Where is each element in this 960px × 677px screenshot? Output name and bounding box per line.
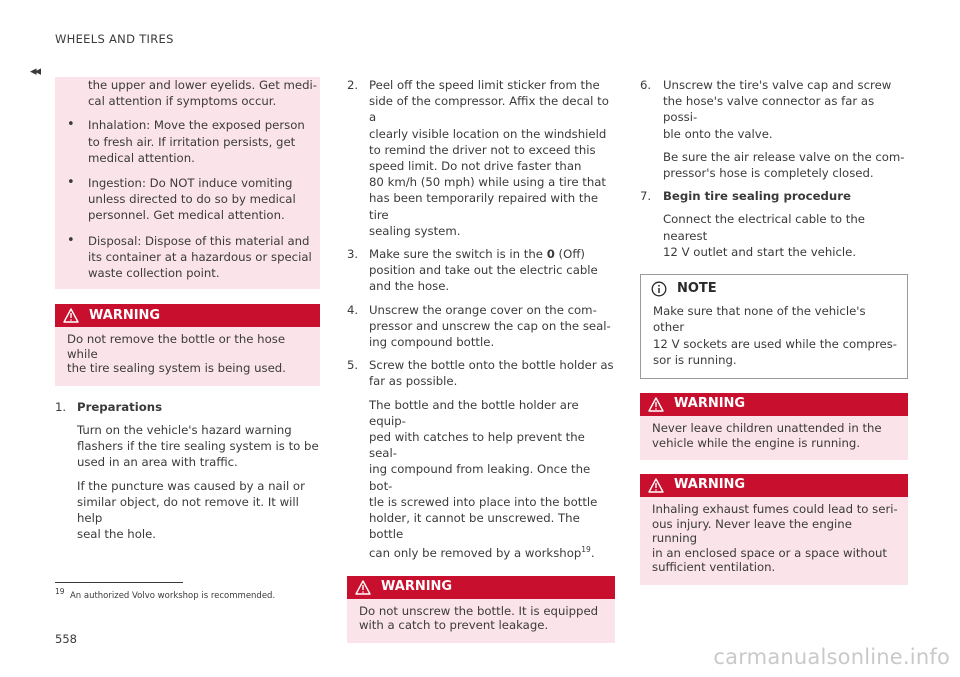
step-6 xyxy=(640,77,908,181)
warning-body xyxy=(347,599,615,643)
warning-header xyxy=(55,304,320,327)
column-2 xyxy=(347,77,615,643)
switch-position-label: 0 xyxy=(546,247,555,262)
double-chevron-left-icon[interactable]: ◂◂ xyxy=(30,64,40,79)
text-line: medical attention. xyxy=(88,150,195,165)
text-line xyxy=(369,246,615,262)
text-line: to fresh air. If irritation persists, get xyxy=(88,134,296,149)
text-line: position and take out the electric cable xyxy=(369,263,598,278)
step-number: 3. xyxy=(347,247,359,262)
footnote-divider xyxy=(55,582,183,583)
footnote-number: 19 xyxy=(55,587,65,596)
text-line: Unscrew the orange cover on the com- xyxy=(369,302,597,317)
text-line: speed limit. Do not drive faster than xyxy=(369,159,582,174)
text-line: waste collection point. xyxy=(88,266,220,281)
text-line: ped with catches to help prevent the seal- xyxy=(369,430,585,461)
step-1 xyxy=(55,399,320,543)
text-line: Unscrew the tire's valve cap and screw xyxy=(663,78,892,92)
warning-header xyxy=(640,474,908,497)
text-line: pressor's hose is completely closed. xyxy=(663,166,874,181)
footnote xyxy=(55,587,275,601)
text-line: • Inhalation: Move the exposed person xyxy=(88,118,305,133)
list-item xyxy=(55,175,320,224)
text-line: The bottle and the bottle holder are equip- xyxy=(369,397,579,428)
text-line: Make sure that none of the vehicle's other xyxy=(653,304,866,335)
text-line: Do not unscrew the bottle. It is equipped xyxy=(359,603,599,618)
warning-title: WARNING xyxy=(89,307,161,323)
step-3 xyxy=(347,246,615,295)
text-line: in an enclosed space or a space without xyxy=(652,545,887,560)
text-line: cal attention if symptoms occur. xyxy=(88,94,277,109)
text-line: tle is screwed into place into the bottle xyxy=(369,494,598,509)
step-4 xyxy=(347,302,615,351)
step-number: 5. xyxy=(347,358,359,373)
step-number: 6. xyxy=(640,78,652,92)
note-header xyxy=(641,275,907,301)
text-span: can only be removed by a workshop xyxy=(369,546,582,561)
warning-title: WARNING xyxy=(674,477,746,493)
text-line: personnel. Get medical attention. xyxy=(88,208,285,223)
step-number: 1. xyxy=(55,399,67,414)
warning-triangle-icon xyxy=(63,308,79,323)
warning-triangle-icon xyxy=(648,397,664,412)
warning-box xyxy=(640,393,908,460)
text-span: (Off) xyxy=(554,247,585,262)
text-line: pressor and unscrew the cap on the seal- xyxy=(369,318,611,333)
text-line: and the hose. xyxy=(369,279,450,294)
warning-box xyxy=(55,304,320,386)
text-line: far as possible. xyxy=(369,374,458,389)
watermark: carmanualsonline.info xyxy=(713,645,950,669)
text-line: sor is running. xyxy=(653,352,737,367)
text-line: Do not remove the bottle or the hose while xyxy=(67,332,286,361)
page-number: 558 xyxy=(55,632,77,646)
text-line: has been temporarily repaired with the tire xyxy=(369,191,599,222)
step-5 xyxy=(347,357,615,561)
text-line: its container at a hazardous or special xyxy=(88,249,312,264)
step-number: 4. xyxy=(347,302,359,317)
note-title: NOTE xyxy=(677,281,717,297)
text-line: If the puncture was caused by a nail or xyxy=(77,478,305,493)
footnote-text: An authorized Volvo workshop is recommended. xyxy=(69,590,276,601)
warning-box xyxy=(640,474,908,585)
text-line: ble onto the valve. xyxy=(663,126,773,141)
text-span: Make sure the switch is in the xyxy=(369,247,547,262)
text-line: ous injury. Never leave the engine running xyxy=(652,516,852,546)
warning-triangle-icon xyxy=(355,580,371,595)
hazard-info-box xyxy=(55,77,320,289)
text-line: side of the compressor. Affix the decal to a xyxy=(369,94,609,125)
warning-box xyxy=(347,576,615,643)
column-3 xyxy=(640,77,908,585)
text-line: seal the hole. xyxy=(77,527,157,542)
warning-triangle-icon xyxy=(648,478,664,493)
text-line: flashers if the tire sealing system is to be xyxy=(77,439,319,454)
text-line: Inhaling exhaust fumes could lead to seri- xyxy=(652,502,898,517)
step-2 xyxy=(347,77,615,239)
text-line: holder, it cannot be unscrewed. The bottle xyxy=(369,511,580,542)
text-line: sealing system. xyxy=(369,223,461,238)
text-line: • Disposal: Dispose of this material and xyxy=(88,233,310,248)
text-line: Screw the bottle onto the bottle holder as xyxy=(369,358,614,373)
warning-title: WARNING xyxy=(381,578,453,594)
text-line: to remind the driver not to exceed this xyxy=(369,142,596,157)
text-line: sufficient ventilation. xyxy=(652,560,776,575)
step-title: Begin tire sealing procedure xyxy=(663,189,851,204)
step-number: 7. xyxy=(640,189,652,204)
text-line: • Ingestion: Do NOT induce vomiting xyxy=(88,176,293,191)
text-span: . xyxy=(590,546,595,561)
text-line: Connect the electrical cable to the nearest xyxy=(663,212,865,243)
text-line: unless directed to do so by medical xyxy=(88,192,296,207)
text-line: the tire sealing system is being used. xyxy=(67,361,286,376)
text-line: Be sure the air release valve on the com- xyxy=(663,149,905,164)
text-line: vehicle while the engine is running. xyxy=(652,435,861,450)
text-line: the hose's valve connector as far as possi- xyxy=(663,94,875,125)
note-body xyxy=(641,301,907,378)
text-line: clearly visible location on the windshield xyxy=(369,126,607,141)
list-item xyxy=(55,117,320,166)
text-line xyxy=(369,542,615,561)
footnote-ref[interactable]: 19 xyxy=(581,545,591,555)
text-line: the upper and lower eyelids. Get medi- xyxy=(88,78,317,92)
column-1 xyxy=(55,77,320,549)
text-line: 12 V sockets are used while the compres- xyxy=(653,336,898,351)
info-circle-icon xyxy=(651,281,667,297)
warning-body xyxy=(55,327,320,386)
warning-body xyxy=(640,416,908,460)
text-line: ing compound from leaking. Once the bot- xyxy=(369,462,591,493)
text-line: Turn on the vehicle's hazard warning xyxy=(77,422,292,437)
text-line: Never leave children unattended in the xyxy=(652,421,882,436)
text-line: 12 V outlet and start the vehicle. xyxy=(663,244,857,259)
step-title: Preparations xyxy=(77,399,163,414)
text-line: Peel off the speed limit sticker from the xyxy=(369,78,600,92)
warning-body xyxy=(640,497,908,585)
text-line: with a catch to prevent leakage. xyxy=(359,618,549,633)
text-line: used in an area with traffic. xyxy=(77,455,238,470)
warning-header xyxy=(640,393,908,416)
list-item xyxy=(55,233,320,282)
section-title: WHEELS AND TIRES xyxy=(55,32,174,46)
warning-title: WARNING xyxy=(674,396,746,412)
text-line: ing compound bottle. xyxy=(369,335,495,350)
text-line: 80 km/h (50 mph) while using a tire that xyxy=(369,175,606,190)
step-7 xyxy=(640,188,908,260)
warning-header xyxy=(347,576,615,599)
note-box xyxy=(640,274,908,379)
step-number: 2. xyxy=(347,78,359,92)
text-line: similar object, do not remove it. It will help xyxy=(77,494,299,525)
